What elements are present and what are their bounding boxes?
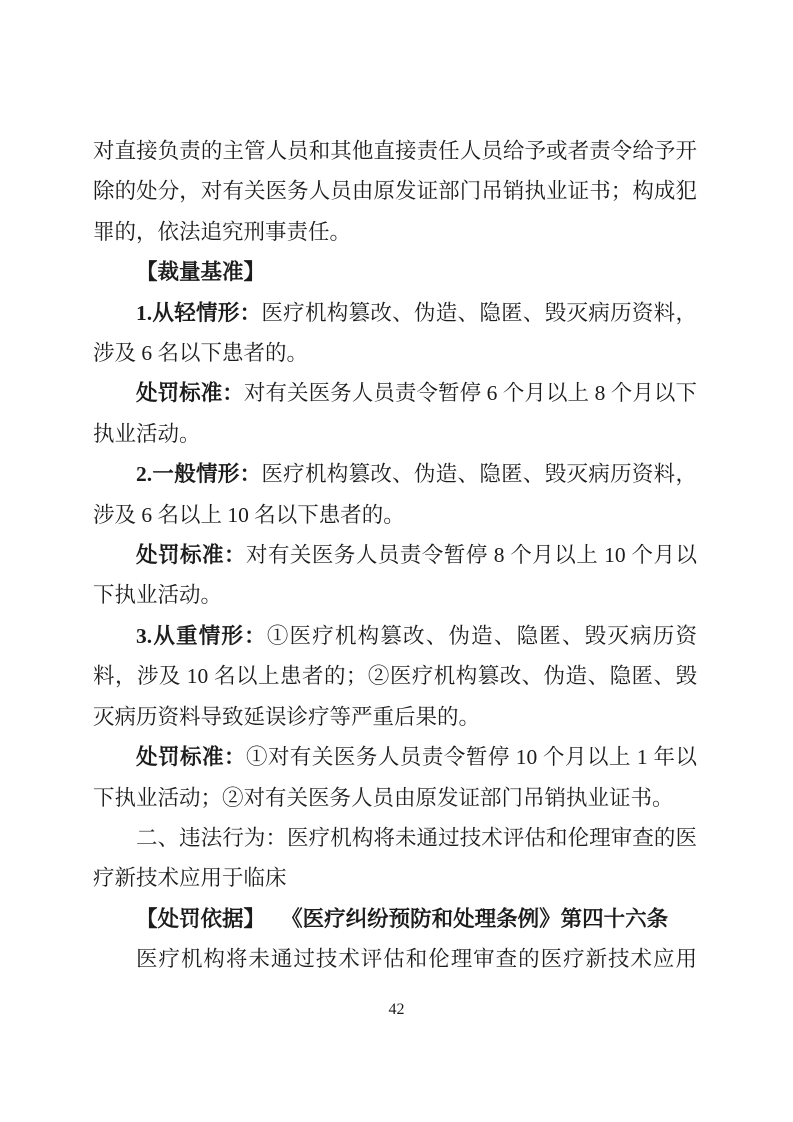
page-number: 42 [388,1001,405,1018]
text-run: 对有关医务人员责令暂停 8 个月以上 10 个月以下执业活动。 [93,543,697,608]
paragraph-9 [93,818,697,899]
bold-text-run: 2.一般情形： [136,462,262,487]
bold-text-run: 3.从重情形： [136,623,267,648]
paragraph-6 [93,535,697,616]
text-run: 医疗机构篡改、伪造、隐匿、毁灭病历资料，涉及 6 名以上 10 名以下患者的。 [93,462,697,527]
paragraph-7 [93,616,697,737]
paragraph-4 [93,373,697,454]
paragraph-8 [93,737,697,818]
bold-text-run: 处罚标准： [136,543,246,568]
text-run: ①对有关医务人员责令暂停 10 个月以上 1 年以下执业活动；②对有关医务人员由原发证部门吊销执业证书。 [93,745,697,810]
bold-text-run: 1.从轻情形： [136,300,262,325]
text-run: 对直接负责的主管人员和其他直接责任人员给予或者责令给予开除的处分，对有关医务人员由原发证部门吊销执业证书；构成犯罪的，依法追究刑事责任。 [93,139,697,244]
page-footer [0,999,793,1021]
bold-text-run: 【处罚依据】 《医疗纠纷预防和处理条例》第四十六条 [136,906,669,931]
text-run: 医疗机构篡改、伪造、隐匿、毁灭病历资料，涉及 6 名以下患者的。 [93,300,697,366]
bold-text-run: 处罚标准： [136,745,246,770]
text-run: 对有关医务人员责令暂停 6 个月以上 8 个月以下执业活动。 [93,381,697,446]
text-run: ①医疗机构篡改、伪造、隐匿、毁灭病历资料，涉及 10 名以上患者的；②医疗机构篡改、伪造、隐匿、毁灭病历资料导致延误诊疗等严重后果的。 [93,623,697,729]
paragraph-11 [93,939,697,979]
paragraph-1 [93,131,697,252]
document-body [93,131,697,980]
paragraph-2 [93,252,697,292]
bold-text-run: 处罚标准： [136,381,244,406]
text-run: 二、违法行为：医疗机构将未通过技术评估和伦理审查的医疗新技术应用于临床 [93,825,697,891]
paragraph-5 [93,454,697,535]
text-run: 医疗机构将未通过技术评估和伦理审查的医疗新技术应用 [136,947,697,972]
bold-text-run: 【裁量基准】 [136,260,266,285]
paragraph-10 [93,899,697,939]
paragraph-3 [93,293,697,374]
